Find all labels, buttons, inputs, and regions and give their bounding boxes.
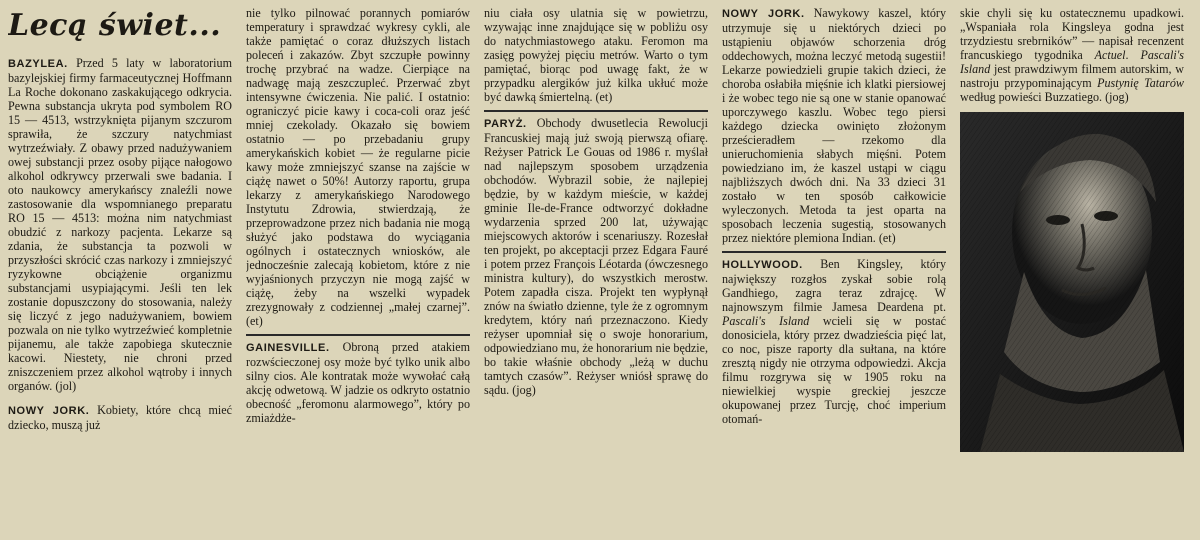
headline: Lecą świet... — [8, 8, 222, 43]
article-hollywood-text-a: Ben Kingsley, który największy rozgłos zyskał sobie rolą Gandhiego, zagra teraz zdrajcę. W najnowszym filmie Jamesa Deardena pt. — [722, 257, 946, 314]
article-hollywood-cont — [960, 6, 1184, 104]
dateline-hollywood: HOLLYWOOD. — [722, 259, 803, 271]
column-1 — [8, 6, 232, 536]
article-hollywood-text-b: wcieli się w postać donosiciela, który przez dwadzieścia pięć lat, co noc, pisze raporty dla sułtana, na które zresztą nigdy nie otrzyma odpowiedzi. Akcja filmu rozgrywa się w 1905 roku na niewielkiej wyspie greckiej jeszcze okupowanej przez Turcję, choć imperium otomań- — [722, 314, 946, 426]
column-rule — [484, 110, 708, 112]
article-nowy-jork-1-text-b: nie tylko pilnować porannych pomiarów temperatury i sprawdzać wykresy cykli, ale także pamiętać o coraz dłuższych listach poleceń i zakazów. Zbyt szczupłe powinny trochę przybrać na wadze. Cierpiące na nadwagę mają zeszczupleć. Przerwać zbyt intensywne ćwiczenia. Nie palić. I ostatnio: ograniczyć picie kawy i coca-coli oraz jeść mniej czekolady. Okazało się bowiem ostatnio — po przebadaniu grupy amerykańskich kobiet — że regularne picie kawy może zmniejszyć szanse na zajście w ciążę nawet o 50%! Autorzy raportu, grupa lekarzy z amerykańskiego Narodowego Instytutu Zdrowia, stwierdzają, że przeprowadzone przez nich badania nie mogą służyć jako podstawa do wyciągania ogólnych i ostatecznych wniosków, ale jednocześnie zalecają kobietom, które z nie wyjaśnionych przyczyn nie mogą zajść w ciążę, żeby na wszelki wypadek zrezygnowały z codziennej „małej czarnej”. (et) — [246, 6, 470, 328]
column-5 — [960, 6, 1184, 536]
article-gainesville-cont — [484, 6, 708, 104]
article-gainesville-text-a: Obroną przed atakiem rozwścieczonej osy może być tylko unik albo silny cios. Ale kontratak może wywołać całą akcję odwetową. W jadzie os odkryto ostatnio obecność „feromonu alarmowego”, który po zmiażdże- — [246, 340, 470, 425]
article-paryz — [484, 116, 708, 397]
column-2 — [246, 6, 470, 536]
portrait-image — [960, 112, 1184, 452]
book-title: Pustynię Tatarów — [1097, 76, 1184, 90]
article-nowy-jork-2 — [722, 6, 946, 245]
film-title-2: Pascali's Island — [960, 48, 1184, 76]
film-title: Pascali's Island — [722, 314, 810, 328]
article-hollywood — [722, 257, 946, 426]
column-rule — [722, 251, 946, 253]
dateline-paryz: PARYŻ. — [484, 118, 527, 130]
article-hollywood-text-c: skie chyli się ku ostatecznemu upadkowi. „Wspaniała rola Kingsleya godna jest trzydziestu srebrników” — napisał recenzent francuskiego tygodnika — [960, 6, 1184, 62]
article-hollywood-text-e: jest prawdziwym filmem autorskim, w nastroju przypominającym — [960, 62, 1184, 90]
dateline-gainesville: GAINESVILLE. — [246, 342, 330, 354]
dateline-nowy-jork-2: NOWY JORK. — [722, 8, 805, 20]
article-bazylea — [8, 56, 232, 393]
article-nowy-jork-1-start — [8, 403, 232, 432]
portrait-photo — [960, 112, 1184, 452]
column-4 — [722, 6, 946, 536]
article-nowy-jork-1-cont — [246, 6, 470, 328]
article-gainesville-text-b: niu ciała osy ulatnia się w powietrzu, wzywając inne znajdujące się w pobliżu osy do natychmiastowego ataku. Feromon ma zasięg powyżej pięciu metrów. Warto o tym pamiętać, biorąc pod uwagę fakt, że w przypadku alergików już kilka ukłuć może być dawką śmiertelną. (et) — [484, 6, 708, 104]
article-paryz-text: Obchody dwusetlecia Rewolucji Francuskiej mają już swoją pierwszą ofiarę. Reżyser Patrick Le Gouas od 1986 r. myślał nad najlepszym sposobem urządzenia obchodów. Wybrazil sobie, że najlepiej będzie, by w każdym mieście, w każdej gminie Ile-de-France odtworzyć dokładne wydarzenia sprzed 200 lat, używając miejscowych aktorów i scenariuszy. Rozesłał ten projekt, po akceptacji przez Edgara Fauré i potem przez François Léotarda (ówczesnego ministra kultury), do wszystkich merostw. Potem zapadła cisza. Projekt ten wypłynął znów na światło dzienne, tyle że z ogromnym kredytem, który nań przeznaczono. Kiedy reżyser upomniał się o swoje honorarium, odpowiedziano mu, że honorarium nie będzie, bo takie właśnie obchody „leżą w duchu tamtych czasów”. Reżyser wniósł sprawę do sądu. (jog) — [484, 116, 708, 397]
article-hollywood-text-f: według powieści Buzzatiego. (jog) — [960, 90, 1129, 104]
article-bazylea-text: Przed 5 laty w laboratorium bazylejskiej firmy farmaceutycznej Hoffmann La Roche dokonano zaskakującego odkrycia. Pewna substancja ukryta pod symbolem RO 15 — 4513, wstrzyknięta pijanym szczurom sprawiła, że szczury natychmiast wytrzeźwiały. Z obawy przed nadużywaniem owej substancji przez osoby pijące nałogowo alkohol odkrywcy przerwali swe badania. I oto naukowcy amerykańscy znaleźli nowe zastosowanie dla wspomnianego preparatu RO 15 — 4513: można nim natychmiast obudzić z narkozy pacjenta. Lekarze są zdania, że substancja ta pozwoli w przyszłości skrócić czas narkozy i zmniejszyć ryzykowne obciążenie organizmu substancjami usypiającymi. Jeśli ten lek zostanie dopuszczony do stosowania, należy się liczyć z jego nadużywaniem, bowiem pozwala on nie tylko wytrzeźwieć kompletnie pijanemu, ale także zapobiega skutecznie kacowi. Niestety, nie chroni przed zniszczeniem przez alkohol wątroby i innych organów. (jol) — [8, 56, 232, 393]
column-rule — [246, 334, 470, 336]
column-3 — [484, 6, 708, 536]
article-gainesville — [246, 340, 470, 425]
dateline-nowy-jork-1: NOWY JORK. — [8, 405, 90, 417]
sentence-separator: . — [1125, 48, 1141, 62]
article-nowy-jork-1-text-a: Kobiety, które chcą mieć dziecko, muszą już — [8, 403, 232, 432]
magazine-title: Actuel — [1094, 48, 1126, 62]
article-nowy-jork-2-text: Nawykowy kaszel, który utrzymuje się u niektórych dzieci po ustąpieniu objawów schorzenia dróg oddechowych, można leczyć metodą sugestii! Lekarze powiedzieli grupie takich dzieci, że choroba osłabiła mięśnie ich klatki piersiowej i że wobec tego nie są one w stanie opanować uporczywego kaszlu. Wobec tego piersi każdego dziecka owinięto złożonym prześcieradłem — rzekomo dla unieruchomienia słabych mięśni. Potem powiedziano im, że kaszel ustąpi w ciągu najbliższych dwóch dni. Na 33 dzieci 31 zostało w ten sposób całkowicie wyleczonych. Metoda ta jest oparta na sposobach leczenia sugestią, stosowanych przez niektóre plemiona Indian. (et) — [722, 6, 946, 245]
dateline-bazylea: BAZYLEA. — [8, 58, 68, 70]
